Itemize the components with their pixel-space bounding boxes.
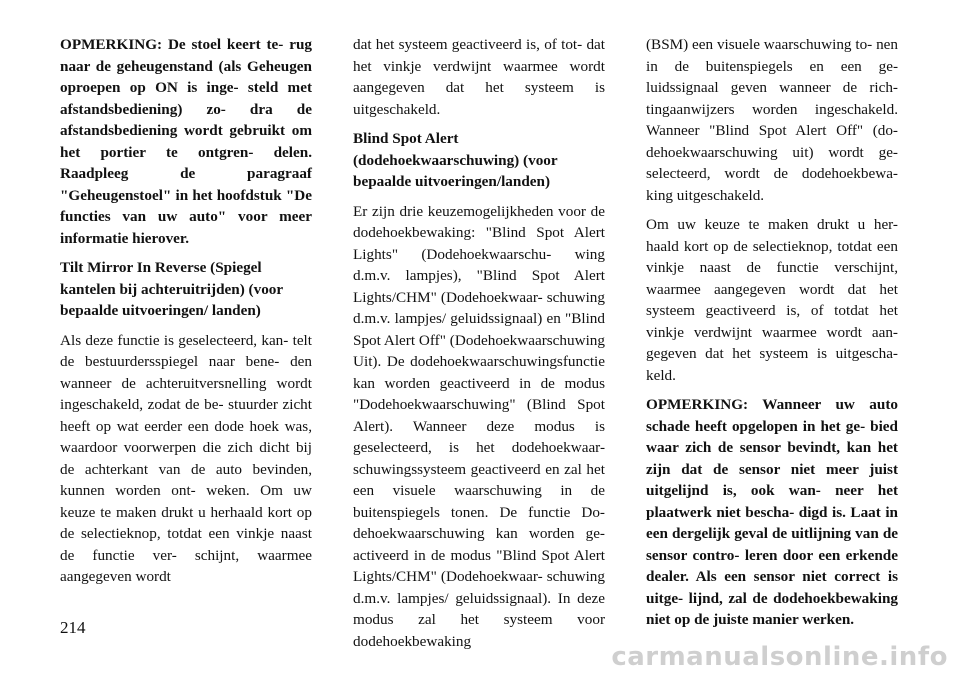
text-column-left [60, 34, 312, 596]
body-paragraph: Om uw keuze te maken drukt u her- haald kort op de selectieknop, totdat een vinkje naast de functie verschijnt, waarmee aangegeven wordt dat het systeem geactiveerd is, of totdat het vinkje verdwijnt waarmee wordt aan- gegeven dat het systeem is uitgescha- keld. [646, 216, 898, 384]
text-column-right [646, 34, 898, 639]
note-paragraph: OPMERKING: Wanneer uw auto schade heeft opgelopen in het ge- bied waar zich de sensor bevindt, kan het zijn dat de sensor niet meer juist uitgelijnd is, ook wan- neer het plaatwerk niet bescha- digd is. Laat in een dergelijk geval de uitlijning van de sensor contro- leren door een erkende dealer. Als een sensor niet correct is uitge- lijnd, zal de dodehoekbewaking niet op de juiste manier werken. [646, 396, 898, 628]
watermark-logo: carmanualsonline.info [611, 642, 948, 672]
text-column-middle [353, 34, 605, 660]
body-paragraph: Als deze functie is geselecteerd, kan- telt de bestuurdersspiegel naar bene- den wanneer de achteruitversnelling wordt ingeschakeld, zodat de be- stuurder zicht heeft op wat eerder een dode hoek was, waardoor voorwerpen die zich dicht bij de achterkant van de auto bevinden, kunnen worden ont- weken. Om uw keuze te maken drukt u herhaald kort op de selectieknop, totdat een vinkje naast de functie ver- schijnt, waarmee aangegeven wordt [60, 331, 312, 585]
body-paragraph: Er zijn drie keuzemogelijkheden voor de dodehoekbewaking: "Blind Spot Alert Lights" (Dodehoekwaarschu- wing d.m.v. lampjes), "Blind Spot Alert Lights/CHM" (Dodehoekwaar- schuwing d.m.v. lampjes/ geluidssignaal) en "Blind Spot Alert Off" (Dodehoekwaarschuwing Uit). De dodehoekwaarschuwingsfunctie kan worden geactiveerd in de modus "Dodehoekwaarschuwing" (Blind Spot Alert). Wanneer deze modus is geselecteerd, is het dodehoekwaar- schuwingssysteem geactiveerd en zal het een visuele waarschuwing in de buitenspiegels tonen. De functie Do- dehoekwaarschuwing kan worden ge- activeerd in de modus "Blind Spot Alert Lights/CHM" (Dodehoekwaar- schuwing d.m.v. lampjes/ geluidssignaal). In deze modus zal het systeem voor dodehoekbewaking [353, 202, 605, 650]
section-heading: Tilt Mirror In Reverse (Spiegel kantelen bij achteruitrijden) (voor bepaalde uitvoeringen/ landen) [60, 259, 283, 319]
page-number: 214 [60, 618, 86, 637]
section-heading: Blind Spot Alert (dodehoekwaarschuwing) (voor bepaalde uitvoeringen/landen) [353, 130, 558, 190]
note-paragraph: OPMERKING: De stoel keert te- rug naar de geheugenstand (als Geheugen oproepen op ON is inge- steld met afstandsbediening) zo- dra de afstandsbediening wordt gebruikt om het portier te ontgren- delen. Raadpleeg de paragraaf "Geheugenstoel" in het hoofdstuk "De functies van uw auto" voor meer informatie hierover. [60, 36, 312, 247]
body-paragraph: dat het systeem geactiveerd is, of tot- dat het vinkje verdwijnt waarmee wordt aangegeven dat het systeem is uitgeschakeld. [353, 36, 605, 118]
body-paragraph: (BSM) een visuele waarschuwing to- nen in de buitenspiegels en een ge- luidssignaal geven wanneer de rich- tingaanwijzers worden ingeschakeld. Wanneer "Blind Spot Alert Off" (do- dehoekwaarschuwing uit) wordt ge- selecteerd, wordt de dodehoekbewa- king uitgeschakeld. [646, 36, 898, 204]
